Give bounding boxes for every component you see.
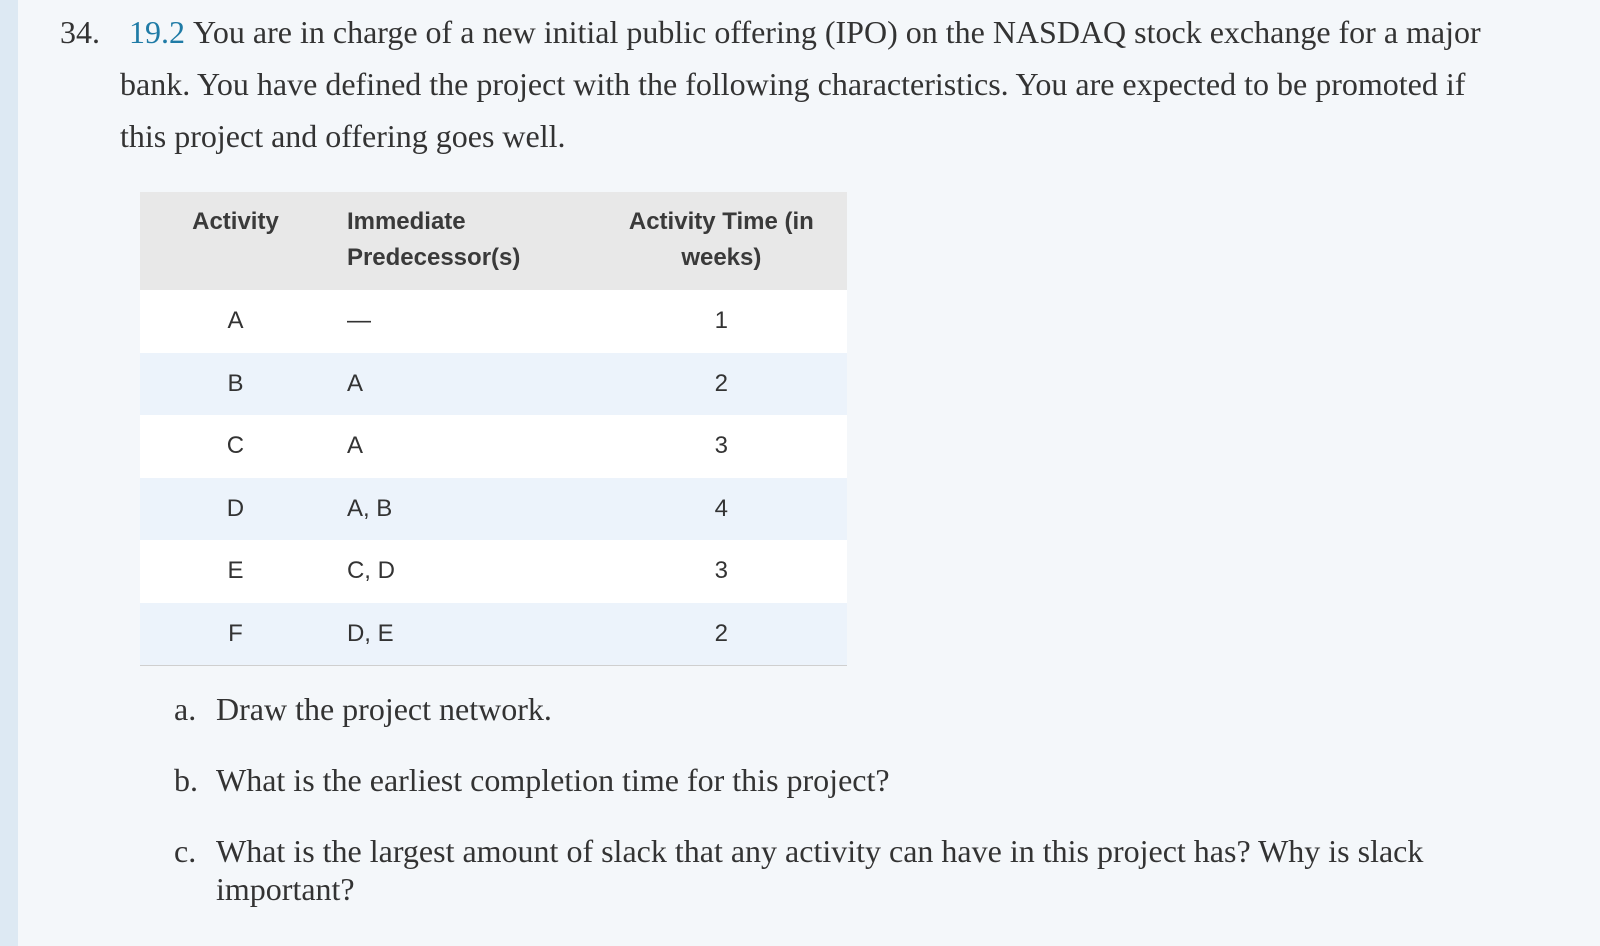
table-row [140, 478, 847, 541]
header-activity-time [596, 192, 847, 290]
problem-statement-text: You are in charge of a new initial public offering (IPO) on the NASDAQ stock exchange for a major bank. You have defined the project with the following characteristics. You are expected to be promoted if this project and offering goes well. [120, 14, 1481, 154]
question-part-c [174, 832, 1504, 908]
cell-predecessors: A [331, 353, 596, 416]
header-predecessors [331, 192, 596, 290]
cell-time: 2 [596, 603, 847, 666]
cell-activity: E [140, 540, 331, 603]
part-label: a. [174, 691, 197, 727]
part-text: Draw the project network. [216, 691, 552, 727]
table-header-row [140, 192, 847, 290]
cell-time: 3 [596, 540, 847, 603]
cell-activity: F [140, 603, 331, 666]
part-label: b. [174, 762, 198, 798]
cell-activity: D [140, 478, 331, 541]
activity-table [140, 192, 847, 666]
page [18, 0, 1600, 946]
table-row [140, 415, 847, 478]
table-row [140, 290, 847, 353]
header-activity-time-label: Activity Time (in weeks) [628, 208, 814, 271]
problem-number: 34. [60, 14, 100, 50]
table-row [140, 540, 847, 603]
header-activity: Activity [140, 192, 331, 290]
question-part-a [174, 690, 1504, 728]
cell-time: 1 [596, 290, 847, 353]
table-row [140, 353, 847, 416]
part-label: c. [174, 833, 197, 869]
cell-time: 4 [596, 478, 847, 541]
part-text: What is the largest amount of slack that any activity can have in this project has? Why is slack important? [216, 833, 1424, 907]
cell-activity: B [140, 353, 331, 416]
cell-predecessors: — [331, 290, 596, 353]
cell-predecessors: C, D [331, 540, 596, 603]
cell-predecessors: A, B [331, 478, 596, 541]
cell-activity: C [140, 415, 331, 478]
cell-predecessors: A [331, 415, 596, 478]
problem-reference-link[interactable]: 19.2 [129, 14, 185, 50]
cell-predecessors: D, E [331, 603, 596, 666]
cell-time: 2 [596, 353, 847, 416]
table-row [140, 603, 847, 666]
problem-text [120, 6, 1502, 162]
part-text: What is the earliest completion time for this project? [216, 762, 890, 798]
cell-activity: A [140, 290, 331, 353]
question-part-b [174, 761, 1504, 799]
header-predecessors-label: Immediate Predecessor(s) [346, 208, 521, 271]
problem-statement [62, 6, 1502, 162]
cell-time: 3 [596, 415, 847, 478]
